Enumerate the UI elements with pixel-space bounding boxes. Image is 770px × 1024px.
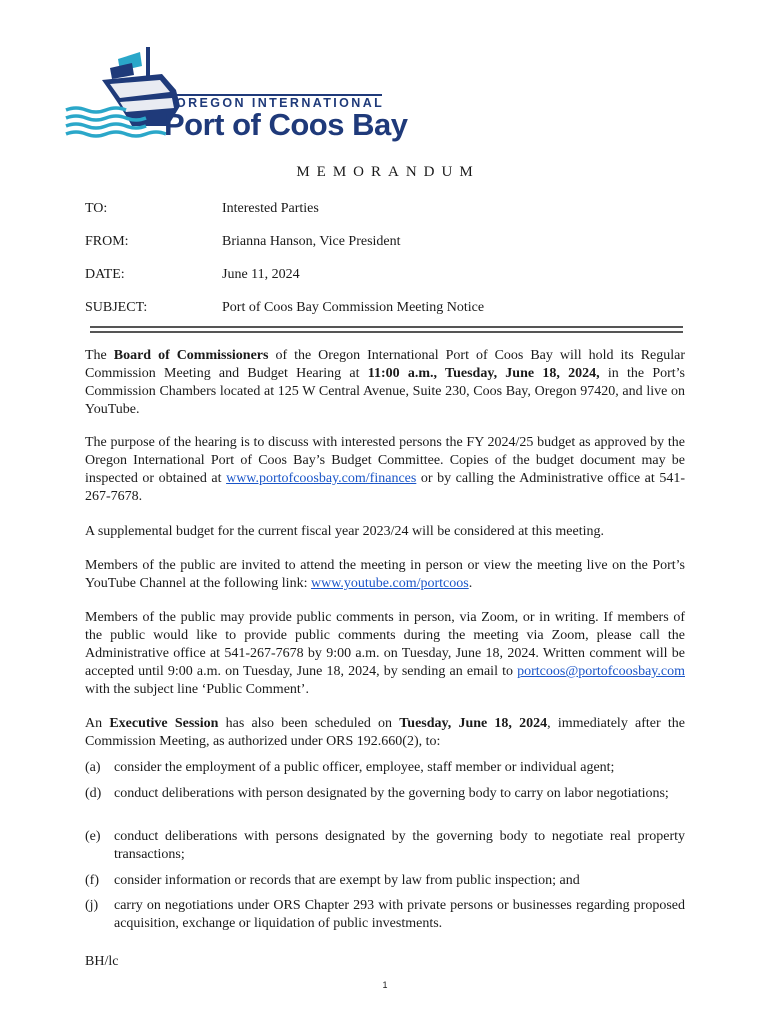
logo-mast [146, 47, 150, 77]
subject-label: SUBJECT: [85, 300, 148, 315]
to-value: Interested Parties [222, 201, 319, 216]
memo-title: MEMORANDUM [296, 164, 480, 180]
signature-initials: BH/lc [85, 954, 119, 969]
from-label: FROM: [85, 234, 129, 249]
finances-link[interactable]: www.portofcoosbay.com/finances [226, 471, 417, 486]
paragraph-supplemental: A supplemental budget for the current fiscal year 2023/24 will be considered at this meeting. [85, 524, 605, 539]
to-label: TO: [85, 201, 108, 216]
logo-org-name: Port of Coos Bay [164, 107, 408, 142]
header-divider [90, 331, 683, 333]
date-label: DATE: [85, 267, 125, 282]
email-link[interactable]: portcoos@portofcoosbay.com [517, 664, 685, 679]
header-divider [90, 326, 683, 328]
paragraph-public-comment: Members of the public may provide public comments in person, via Zoom, or in writing. If members of the public would like to provide public comments during the meeting via Zoom, please call the Administrative office at 541-267-7678 by 9:00 a.m. on Tuesday, June 18, 2024. Written comment will be accepted until 9:00 a.m. on Tuesday, June 18, 2024, by sending an email to portcoos@portofcoosbay.com with the subject line ‘Public Comment’. [85, 610, 685, 697]
paragraph-youtube: Members of the public are invited to attend the meeting in person or view the meeting live on the Port’s YouTube Channel at the following link: www.youtube.com/portcoos. [85, 558, 685, 591]
page-number: 1 [382, 980, 388, 990]
youtube-link[interactable]: www.youtube.com/portcoos [310, 576, 469, 591]
logo-wave [66, 132, 166, 136]
list-item: (d) conduct deliberations with person designated by the governing body to carry on labor negotiations; [85, 786, 669, 801]
subject-value: Port of Coos Bay Commission Meeting Notice [222, 300, 485, 315]
list-item: (a) consider the employment of a public officer, employee, staff member or individual agent; [85, 760, 615, 775]
list-item: (e) conduct deliberations with persons designated by the governing body to negotiate real property transactions; [85, 829, 685, 862]
list-item: (j) carry on negotiations under ORS Chapter 293 with private persons or businesses regarding proposed acquisition, exchange or liquidation of public investments. [85, 898, 685, 931]
list-item: (f) consider information or records that are exempt by law from public inspection; and [85, 873, 580, 888]
logo-wave [66, 108, 126, 112]
date-value: June 11, 2024 [222, 267, 300, 282]
paragraph-meeting-notice: The Board of Commissioners of the Oregon International Port of Coos Bay will hold its Regular Commission Meeting and Budget Hearing at 11:00 a.m., Tuesday, June 18, 2024, in the Port’s Commission Chambers located at 125 W Central Avenue, Suite 230, Coos Bay, Oregon 97420, and live on YouTube. [85, 348, 686, 417]
paragraph-purpose: The purpose of the hearing is to discuss with interested persons the FY 2024/25 budget as approved by the Oregon International Port of Coos Bay’s Budget Committee. Copies of the budget document may be inspected or obtained at www.portofcoosbay.com/finances or by calling the Administrative office at 541-267-7678. [85, 435, 686, 504]
paragraph-executive-session: An Executive Session has also been scheduled on Tuesday, June 18, 2024, immediately after the Commission Meeting, as authorized under ORS 192.660(2), to: [85, 716, 685, 749]
logo-org-line: OREGON INTERNATIONAL [176, 96, 385, 110]
from-value: Brianna Hanson, Vice President [222, 234, 401, 249]
logo-flag-navy [110, 63, 134, 79]
